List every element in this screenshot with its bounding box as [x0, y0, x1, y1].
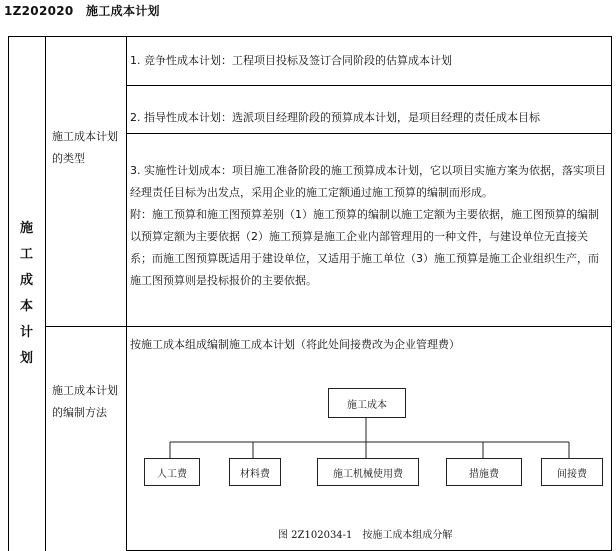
table-border-top	[8, 36, 612, 37]
implementing-plan-text: 3. 实施性计划成本：项目施工准备阶段的施工预算成本计划，它以项目实施方案为依据，落实项目经理责任目标为出发点，采用企业的施工定额通过施工预算的编制而形成。	[130, 164, 606, 199]
diagram-child-measures: 措施费	[446, 458, 522, 486]
row-divider	[126, 85, 612, 86]
vertical-char: 成	[19, 272, 33, 288]
diagram-child-indirect: 间接费	[541, 458, 603, 486]
section-title: 施工成本计划	[86, 4, 160, 18]
item-competitive-plan: 1. 竞争性成本计划：工程项目投标及签订合同阶段的估算成本计划	[130, 54, 452, 67]
table-divider-1	[45, 36, 46, 551]
cost-breakdown-diagram	[128, 364, 612, 551]
item-implementing-plan	[130, 160, 606, 292]
vertical-char: 工	[19, 246, 33, 262]
diagram-child-labor: 人工费	[144, 458, 200, 486]
table-divider-2	[126, 36, 127, 551]
row-label-types: 施工成本计划的类型	[52, 130, 118, 165]
section-code: 1Z202020	[4, 4, 74, 18]
diagram-child-machinery: 施工机械使用费	[317, 458, 419, 486]
diagram-child-material: 材料费	[229, 458, 281, 486]
page-header	[4, 2, 168, 19]
row-divider	[126, 133, 612, 134]
method-intro: 按施工成本组成编制施工成本计划（将此处间接费改为企业管理费）	[130, 338, 460, 351]
row-label-methods: 施工成本计划的编制方法	[52, 384, 118, 419]
vertical-char: 本	[19, 298, 33, 314]
content-table	[8, 36, 612, 551]
diagram-root-box: 施工成本	[328, 388, 406, 418]
diagram-caption: 图 2Z102034-1 按施工成本组成分解	[278, 530, 453, 541]
appendix-note: 附：施工预算和施工图预算差别（1）施工预算的编制以施工定额为主要依据，施工图预算的编制以预算定额为主要依据（2）施工预算是施工企业内部管理用的一种文件，与建设单位无直接关系；而施工图预算既适用于建设单位，又适用于施工单位（3）施工预算是施工企业组织生产，而施工图预算则是投标报价的主要依据。	[130, 208, 599, 287]
vertical-section-label	[8, 36, 45, 551]
vertical-char: 计	[19, 324, 33, 340]
vertical-char: 划	[19, 350, 33, 366]
item-guiding-plan: 2. 指导性成本计划：选派项目经理阶段的预算成本计划，是项目经理的责任成本目标	[130, 111, 540, 124]
row-divider	[45, 326, 612, 327]
vertical-char: 施	[19, 220, 33, 236]
